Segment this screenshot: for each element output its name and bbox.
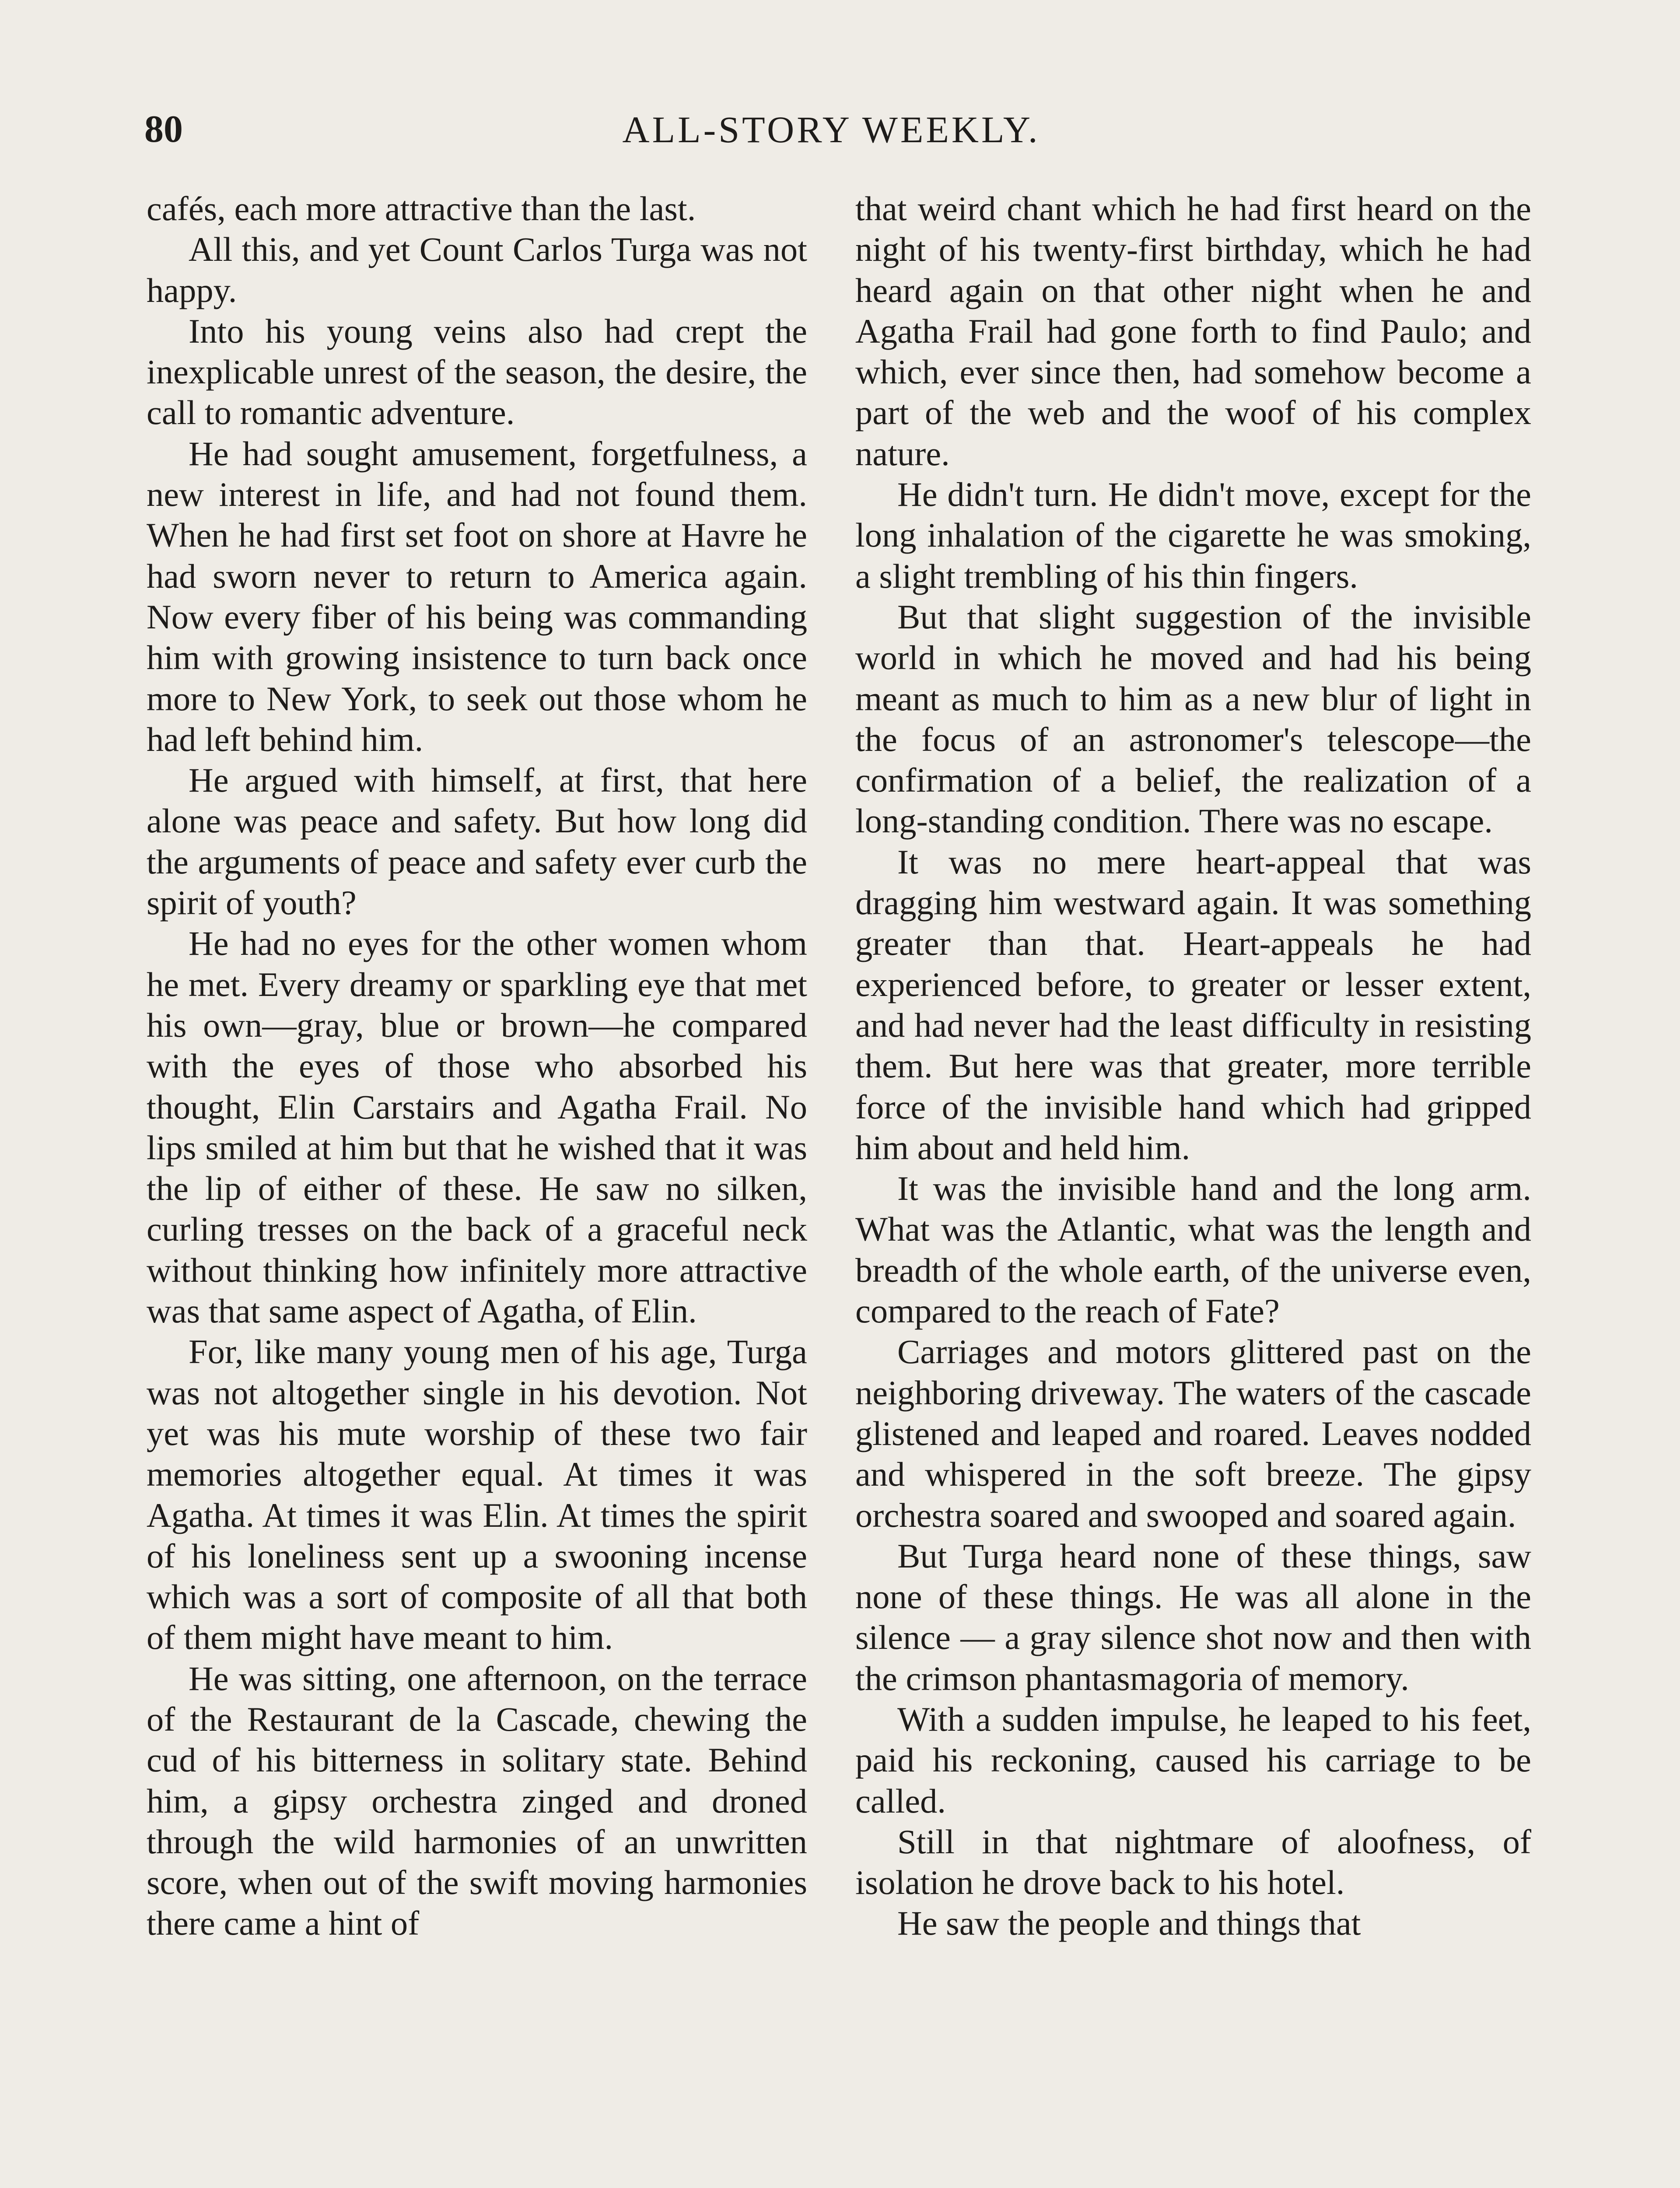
paragraph: He had sought amusement, forgetfulness, a new interest in life, and had not found them. When he had first set foot on shore at Havre he had sworn never to return to America again. Now every fiber of his being was commanding him with growing insistence to turn back once more to New York, to seek out those whom he had left behind him. [147,434,807,758]
paragraph: All this, and yet Count Carlos Turga was not happy. [147,230,807,309]
paragraph: With a sudden impulse, he leaped to his feet, paid his reckoning, caused his carriage to be called. [855,1700,1531,1820]
paragraph: He saw the people and things that [897,1904,1361,1943]
paragraph: He argued with himself, at first, that here alone was peace and safety. But how long did the arguments of peace and safety ever curb the spirit of youth? [147,761,807,922]
right-column [855,188,1531,1944]
page-number: 80 [144,108,183,151]
paragraph: He didn't turn. He didn't move, except for the long inhalation of the cigarette he was smoking, a slight trembling of his thin fingers. [855,475,1531,595]
paragraph: Carriages and motors glittered past on the neighboring driveway. The waters of the cascade glistened and leaped and roared. Leaves nodded and whispered in the soft breeze. The gipsy orchestra soared and swooped and soared again. [855,1332,1531,1534]
paragraph: It was no mere heart-appeal that was dragging him westward again. It was something greater than that. Heart-appeals he had experienced before, to greater or lesser extent, and had never had the least difficulty in resisting them. But here was that greater, more terrible force of the invisible hand which had gripped him about and held him. [855,842,1531,1167]
paragraph: But Turga heard none of these things, saw none of these things. He was all alone in the silence — a gray silence shot now and then with the crimson phantasmagoria of memory. [855,1536,1531,1697]
page-header [131,103,1531,156]
paragraph: cafés, each more attractive than the last. [147,189,696,228]
running-title: ALL-STORY WEEKLY. [622,109,1040,151]
paragraph: He was sitting, one afternoon, on the terrace of the Restaurant de la Cascade, chewing the cud of his bitterness in solitary state. Behind him, a gipsy orchestra zinged and droned through the wild harmonies of an unwritten score, when out of the swift moving harmonies there came a hint of [147,1659,807,1943]
paragraph: He had no eyes for the other women whom he met. Every dreamy or sparkling eye that met his own—gray, blue or brown—he compared with the eyes of those who absorbed his thought, Elin Carstairs and Agatha Frail. No lips smiled at him but that he wished that it was the lip of either of these. He saw no silken, curling tresses on the back of a graceful neck without thinking how infinitely more attractive was that same aspect of Agatha, of Elin. [147,924,807,1330]
paragraph: that weird chant which he had first heard on the night of his twenty-first birthday, which he had heard again on that other night when he and Agatha Frail had gone forth to find Paulo; and which, ever since then, had somehow become a part of the web and the woof of his complex nature. [855,189,1531,473]
paragraph: Into his young veins also had crept the inexplicable unrest of the season, the desire, the call to romantic adventure. [147,312,807,432]
paragraph: For, like many young men of his age, Turga was not altogether single in his devotion. Not yet was his mute worship of these two fair memories altogether equal. At times it was Agatha. At times it was Elin. At times the spirit of his loneliness sent up a swooning incense which was a sort of composite of all that both of them might have meant to him. [147,1332,807,1657]
left-column [147,188,807,1944]
paragraph: Still in that nightmare of aloofness, of isolation he drove back to his hotel. [855,1822,1531,1902]
paragraph: But that slight suggestion of the invisible world in which he moved and had his being meant as much to him as a new blur of light in the focus of an astronomer's telescope—the confirmation of a belief, the realization of a long-standing condition. There was no escape. [855,597,1531,840]
paragraph: It was the invisible hand and the long arm. What was the Atlantic, what was the length and breadth of the whole earth, of the universe even, compared to the reach of Fate? [855,1169,1531,1330]
